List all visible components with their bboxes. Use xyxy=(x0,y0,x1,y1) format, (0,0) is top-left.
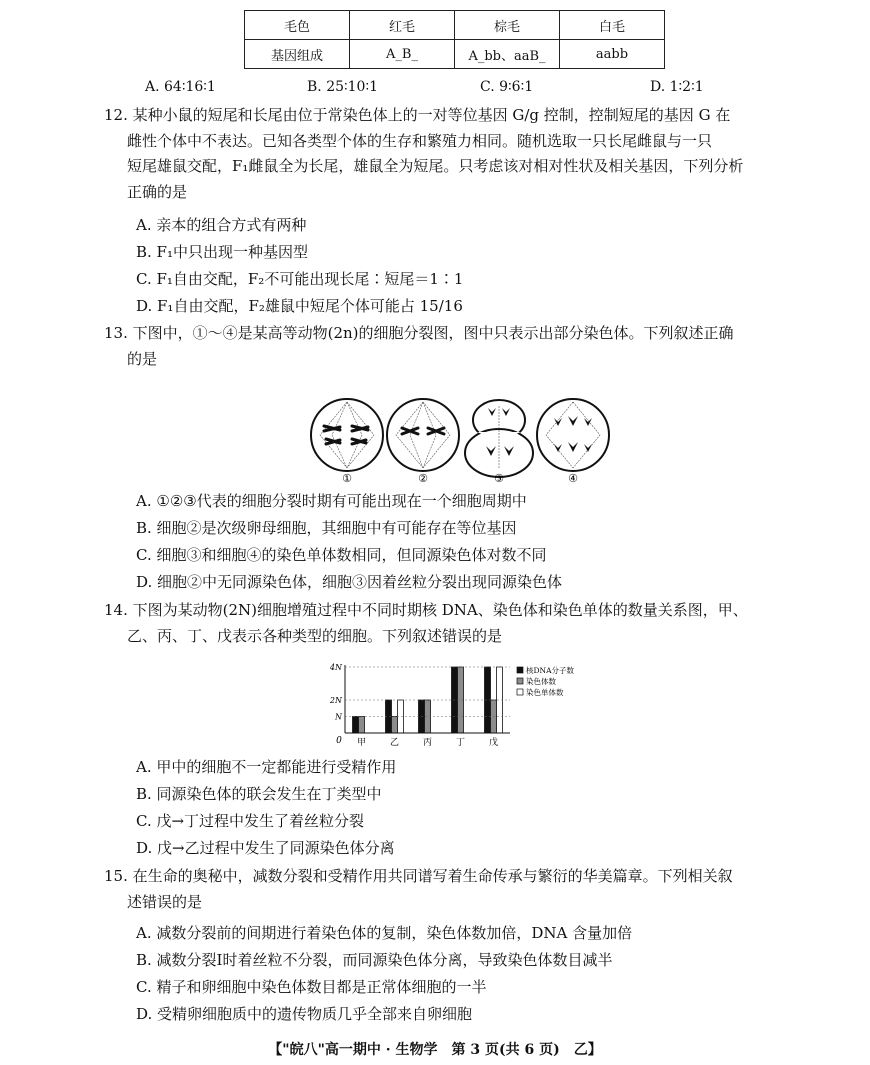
bar-0-0 xyxy=(353,717,359,734)
page-footer: 【"皖八"高一期中 · 生物学 第 3 页(共 6 页) 乙】 xyxy=(268,1042,602,1058)
x-tick-label: 丁 xyxy=(455,738,466,748)
q11-option-c[interactable]: C. 9∶6∶1 xyxy=(480,79,534,95)
x-tick-label: 丙 xyxy=(422,738,433,748)
q12-stem-line: 雌性个体中不表达。已知各类型个体的生存和繁殖力相同。随机选取一只长尾雌鼠与一只 xyxy=(127,131,713,150)
q14-option-a[interactable]: A. 甲中的细胞不一定都能进行受精作用 xyxy=(136,758,397,776)
q13-option-c[interactable]: C. 细胞③和细胞④的染色单体数相同，但同源染色体对数不同 xyxy=(136,546,547,564)
y-tick-label: 2N xyxy=(329,696,342,705)
y-tick-label: 4N xyxy=(329,663,342,672)
cell-label: ② xyxy=(418,472,428,484)
table-cell: 红毛 xyxy=(350,11,455,40)
legend-swatch xyxy=(517,667,523,673)
coat-color-table xyxy=(244,10,665,69)
table-cell: 基因组成 xyxy=(245,40,350,69)
q11-option-a[interactable]: A. 64∶16∶1 xyxy=(145,79,216,95)
x-tick-label: 乙 xyxy=(389,738,400,748)
cell-4-diagram xyxy=(537,399,609,471)
table-cell: 白毛 xyxy=(560,11,665,40)
q13-option-d[interactable]: D. 细胞②中无同源染色体，细胞③因着丝粒分裂出现同源染色体 xyxy=(136,573,563,591)
q11-option-d[interactable]: D. 1∶2∶1 xyxy=(650,79,704,95)
legend-swatch xyxy=(517,678,523,684)
q14-stem-line: 14. 下图为某动物(2N)细胞增殖过程中不同时期核 DNA、染色体和染色单体的数量关系图，甲、 xyxy=(104,601,748,619)
origin-label: 0 xyxy=(336,736,342,746)
q15-stem-line: 述错误的是 xyxy=(127,892,203,911)
q15-option-d[interactable]: D. 受精卵细胞质中的遗传物质几乎全部来自卵细胞 xyxy=(136,1005,473,1023)
q12-option-a[interactable]: A. 亲本的组合方式有两种 xyxy=(136,216,307,234)
table-row xyxy=(245,40,665,69)
x-tick-label: 戊 xyxy=(488,738,499,748)
q14-option-d[interactable]: D. 戊→乙过程中发生了同源染色体分离 xyxy=(136,839,395,857)
table-cell: aabb xyxy=(560,40,665,69)
q12-stem-line: 正确的是 xyxy=(127,182,188,201)
q12-option-b[interactable]: B. F₁中只出现一种基因型 xyxy=(136,243,308,261)
q12-stem-line: 12. 某种小鼠的短尾和长尾由位于常染色体上的一对等位基因 G/g 控制，控制短尾的基因 G 在 xyxy=(104,106,731,124)
y-tick-label: N xyxy=(335,712,342,722)
q11-option-b[interactable]: B. 25∶10∶1 xyxy=(307,79,379,95)
q15-option-a[interactable]: A. 减数分裂前的间期进行着染色体的复制，染色体数加倍，DNA 含量加倍 xyxy=(136,924,633,942)
legend-label: 核DNA分子数 xyxy=(526,666,574,675)
x-tick-label: 甲 xyxy=(356,738,367,748)
q12-option-c[interactable]: C. F₁自由交配，F₂不可能出现长尾∶短尾＝1∶1 xyxy=(136,270,464,288)
table-cell: 棕毛 xyxy=(455,11,560,40)
q13-stem xyxy=(104,321,814,372)
q13-stem-line: 13. 下图中，①～④是某高等动物(2n)的细胞分裂图，图中只表示出部分染色体。下列叙述正确 xyxy=(104,324,734,342)
bar-1-0 xyxy=(359,717,365,734)
q12-stem-line: 短尾雄鼠交配，F₁雌鼠全为长尾，雄鼠全为短尾。只考虑该对相对性状及相关基因，下列分析 xyxy=(127,157,744,175)
q13-option-b[interactable]: B. 细胞②是次级卵母细胞，其细胞中有可能存在等位基因 xyxy=(136,519,517,537)
table-cell: 毛色 xyxy=(245,11,350,40)
cell-label: ④ xyxy=(568,472,578,484)
q14-stem xyxy=(104,598,814,649)
legend-label: 染色体数 xyxy=(526,677,556,686)
legend-label: 染色单体数 xyxy=(526,688,564,697)
table-cell: A_bb、aaB_ xyxy=(455,40,560,69)
q12-stem xyxy=(104,103,814,205)
q15-option-b[interactable]: B. 减数分裂Ⅰ时着丝粒不分裂，而同源染色体分离，导致染色体数目减半 xyxy=(136,951,613,969)
table-row xyxy=(245,11,665,40)
bar-1-1 xyxy=(392,717,398,734)
cell-2-diagram xyxy=(387,399,459,471)
dna-chromosome-bar-chart xyxy=(325,663,595,748)
cell-1-diagram xyxy=(311,399,383,471)
cell-label: ① xyxy=(342,472,352,484)
legend-swatch xyxy=(517,689,523,695)
q14-option-c[interactable]: C. 戊→丁过程中发生了着丝粒分裂 xyxy=(136,812,365,830)
q11-options xyxy=(145,79,785,101)
q15-stem xyxy=(104,864,814,915)
q15-stem-line: 15. 在生命的奥秘中，减数分裂和受精作用共同谱写着生命传承与繁衍的华美篇章。下列相关叙 xyxy=(104,867,733,885)
q14-stem-line: 乙、丙、丁、戊表示各种类型的细胞。下列叙述错误的是 xyxy=(127,626,503,645)
q13-option-a[interactable]: A. ①②③代表的细胞分裂时期有可能出现在一个细胞周期中 xyxy=(136,492,527,510)
table-cell: A_B_ xyxy=(350,40,455,69)
q14-option-b[interactable]: B. 同源染色体的联会发生在丁类型中 xyxy=(136,785,382,803)
q12-option-d[interactable]: D. F₁自由交配，F₂雄鼠中短尾个体可能占 15/16 xyxy=(136,297,463,315)
cell-3-diagram xyxy=(465,400,533,477)
q15-option-c[interactable]: C. 精子和卵细胞中染色体数目都是正常体细胞的一半 xyxy=(136,978,487,996)
q13-stem-line: 的是 xyxy=(127,349,158,368)
cell-division-figure xyxy=(310,398,610,484)
cell-label: ③ xyxy=(494,472,504,484)
